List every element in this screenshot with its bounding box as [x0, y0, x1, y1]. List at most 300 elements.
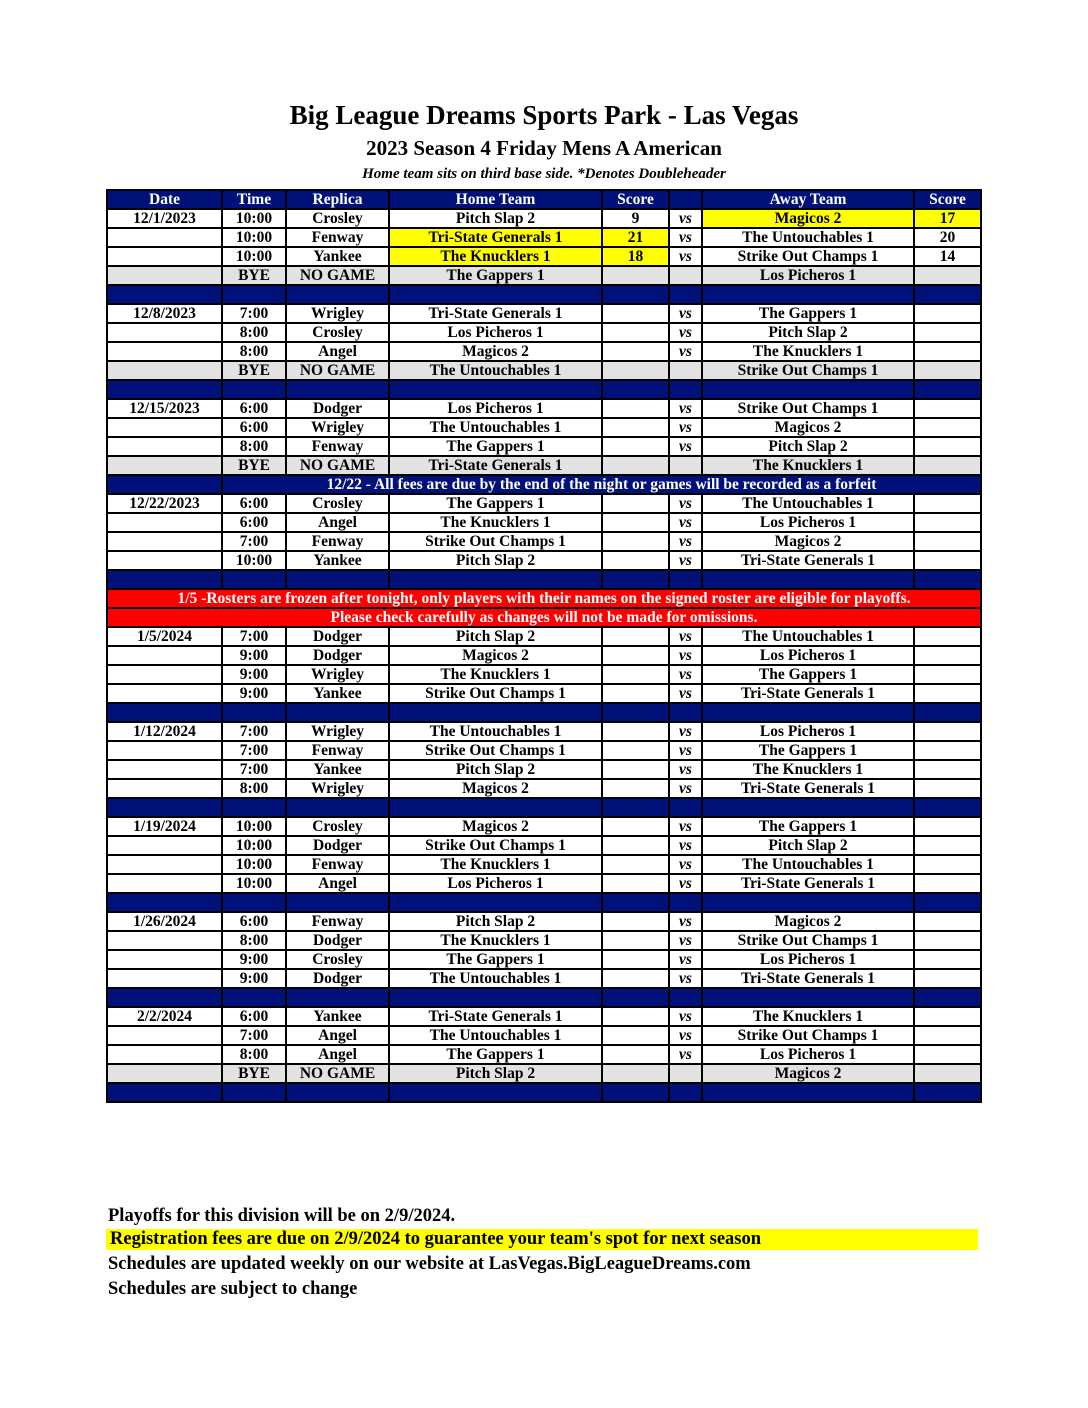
separator-cell	[602, 988, 669, 1007]
schedule-note: Home team sits on third base side. *Denotes Doubleheader	[362, 166, 726, 182]
vs-label: vs	[669, 418, 702, 437]
table-header-row	[107, 190, 981, 209]
time-cell: 10:00	[222, 228, 286, 247]
replica-field-cell: Angel	[286, 1026, 389, 1045]
home-team-cell: The Gappers 1	[389, 950, 602, 969]
replica-field-cell: Wrigley	[286, 722, 389, 741]
game-row	[107, 1007, 981, 1026]
separator-cell	[602, 285, 669, 304]
away-score-cell	[914, 551, 981, 570]
away-score-cell	[914, 722, 981, 741]
away-team-cell: Pitch Slap 2	[702, 836, 914, 855]
time-cell: 6:00	[222, 1007, 286, 1026]
home-score-cell	[602, 931, 669, 950]
time-cell: 9:00	[222, 684, 286, 703]
away-score-cell	[914, 437, 981, 456]
separator-cell	[286, 380, 389, 399]
date-cell	[107, 456, 222, 475]
separator-cell	[602, 893, 669, 912]
week-separator-row	[107, 988, 981, 1007]
vs-label: vs	[669, 1026, 702, 1045]
date-cell	[107, 836, 222, 855]
time-cell: 7:00	[222, 741, 286, 760]
vs-label: vs	[669, 684, 702, 703]
fee-notice-text: 12/22 - All fees are due by the end of the night or games will be recorded as a forfeit	[222, 475, 981, 494]
separator-cell	[702, 988, 914, 1007]
away-score-cell	[914, 1026, 981, 1045]
away-score-cell	[914, 741, 981, 760]
date-cell: 12/15/2023	[107, 399, 222, 418]
away-team-cell: Strike Out Champs 1	[702, 931, 914, 950]
away-team-cell: The Gappers 1	[702, 665, 914, 684]
time-cell: 7:00	[222, 722, 286, 741]
home-team-cell: Pitch Slap 2	[389, 551, 602, 570]
vs-label: vs	[669, 1045, 702, 1064]
home-score-cell	[602, 646, 669, 665]
game-row	[107, 874, 981, 893]
bye-row	[107, 361, 981, 380]
away-score-cell	[914, 874, 981, 893]
separator-cell	[669, 703, 702, 722]
date-cell: 12/8/2023	[107, 304, 222, 323]
registration-note: Registration fees are due on 2/9/2024 to guarantee your team's spot for next season	[106, 1229, 978, 1250]
time-cell: 8:00	[222, 779, 286, 798]
away-score-cell: 14	[914, 247, 981, 266]
vs-label: vs	[669, 931, 702, 950]
home-score-cell	[602, 760, 669, 779]
game-row	[107, 532, 981, 551]
away-team-cell: Los Picheros 1	[702, 722, 914, 741]
away-score-cell	[914, 304, 981, 323]
separator-cell	[222, 798, 286, 817]
home-score-cell	[602, 817, 669, 836]
schedule-table	[106, 189, 982, 1103]
away-score-cell	[914, 969, 981, 988]
separator-cell	[107, 475, 222, 494]
separator-cell	[669, 893, 702, 912]
separator-cell	[286, 798, 389, 817]
home-score-cell	[602, 969, 669, 988]
time-cell: 9:00	[222, 969, 286, 988]
page-title: Big League Dreams Sports Park - Las Vegas	[289, 100, 799, 130]
home-score-cell	[602, 950, 669, 969]
away-score-cell	[914, 779, 981, 798]
date-cell	[107, 247, 222, 266]
away-score-cell	[914, 855, 981, 874]
separator-cell	[702, 893, 914, 912]
vs-label: vs	[669, 665, 702, 684]
vs-label: vs	[669, 912, 702, 931]
no-game-label: NO GAME	[286, 361, 389, 380]
time-cell: 8:00	[222, 323, 286, 342]
week-separator-row	[107, 285, 981, 304]
replica-field-cell: Dodger	[286, 399, 389, 418]
separator-cell	[669, 798, 702, 817]
separator-cell	[286, 988, 389, 1007]
vs-label: vs	[669, 950, 702, 969]
home-team-cell: The Untouchables 1	[389, 418, 602, 437]
game-row	[107, 437, 981, 456]
replica-field-cell: Angel	[286, 513, 389, 532]
no-game-label: NO GAME	[286, 266, 389, 285]
separator-cell	[702, 1083, 914, 1102]
away-score-cell	[914, 532, 981, 551]
separator-cell	[107, 285, 222, 304]
separator-cell	[702, 703, 914, 722]
away-score-cell	[914, 684, 981, 703]
home-score-cell	[602, 627, 669, 646]
bye-row	[107, 456, 981, 475]
away-score-cell	[914, 399, 981, 418]
replica-field-cell: Yankee	[286, 760, 389, 779]
game-row	[107, 836, 981, 855]
roster-alert-text: 1/5 -Rosters are frozen after tonight, only players with their names on the signed roster are eligible for playoffs.	[107, 589, 981, 608]
separator-cell	[107, 893, 222, 912]
week-separator-row	[107, 703, 981, 722]
away-team-cell: Los Picheros 1	[702, 950, 914, 969]
replica-field-cell: Angel	[286, 874, 389, 893]
home-score-cell: 9	[602, 209, 669, 228]
separator-cell	[389, 380, 602, 399]
home-team-cell: The Knucklers 1	[389, 513, 602, 532]
home-score-cell	[602, 532, 669, 551]
replica-field-cell: Wrigley	[286, 418, 389, 437]
separator-cell	[107, 988, 222, 1007]
home-team-cell: The Knucklers 1	[389, 931, 602, 950]
replica-field-cell: Yankee	[286, 1007, 389, 1026]
home-team-cell: Tri-State Generals 1	[389, 304, 602, 323]
date-cell	[107, 323, 222, 342]
bye-label: BYE	[222, 361, 286, 380]
home-team-cell: The Gappers 1	[389, 1045, 602, 1064]
disclaimer-note: Schedules are subject to change	[108, 1279, 358, 1299]
separator-cell	[914, 570, 981, 589]
time-cell: 9:00	[222, 665, 286, 684]
vs-cell	[669, 1064, 702, 1083]
separator-cell	[222, 1083, 286, 1102]
separator-cell	[669, 380, 702, 399]
replica-field-cell: Yankee	[286, 247, 389, 266]
home-team-cell: Magicos 2	[389, 817, 602, 836]
col-replica-header: Replica	[286, 190, 389, 209]
col-home-score-header: Score	[602, 190, 669, 209]
vs-label: vs	[669, 209, 702, 228]
away-score-cell	[914, 1045, 981, 1064]
away-team-cell: The Knucklers 1	[702, 342, 914, 361]
vs-label: vs	[669, 304, 702, 323]
away-team-cell: Strike Out Champs 1	[702, 247, 914, 266]
home-score-cell	[602, 836, 669, 855]
separator-cell	[669, 988, 702, 1007]
date-cell: 12/1/2023	[107, 209, 222, 228]
home-score-cell: 18	[602, 247, 669, 266]
home-score-cell	[602, 1007, 669, 1026]
col-away-team-header: Away Team	[702, 190, 914, 209]
date-cell: 1/19/2024	[107, 817, 222, 836]
bye-team-b: Los Picheros 1	[702, 266, 914, 285]
away-team-cell: Magicos 2	[702, 418, 914, 437]
game-row	[107, 627, 981, 646]
date-cell	[107, 779, 222, 798]
home-team-cell: Strike Out Champs 1	[389, 532, 602, 551]
score-cell	[602, 1064, 669, 1083]
separator-cell	[914, 1083, 981, 1102]
bye-label: BYE	[222, 456, 286, 475]
separator-cell	[222, 703, 286, 722]
away-score-cell	[914, 1007, 981, 1026]
separator-cell	[286, 1083, 389, 1102]
separator-cell	[107, 570, 222, 589]
away-score-cell	[914, 931, 981, 950]
vs-label: vs	[669, 551, 702, 570]
home-team-cell: Strike Out Champs 1	[389, 741, 602, 760]
date-cell	[107, 1026, 222, 1045]
date-cell: 1/12/2024	[107, 722, 222, 741]
away-team-cell: The Untouchables 1	[702, 494, 914, 513]
away-score-cell: 20	[914, 228, 981, 247]
date-cell	[107, 418, 222, 437]
time-cell: 10:00	[222, 209, 286, 228]
replica-field-cell: Fenway	[286, 741, 389, 760]
vs-label: vs	[669, 228, 702, 247]
date-cell: 2/2/2024	[107, 1007, 222, 1026]
home-score-cell	[602, 1045, 669, 1064]
week-separator-row	[107, 798, 981, 817]
bye-team-a: Tri-State Generals 1	[389, 456, 602, 475]
away-team-cell: Los Picheros 1	[702, 646, 914, 665]
vs-label: vs	[669, 247, 702, 266]
separator-cell	[389, 570, 602, 589]
separator-cell	[602, 798, 669, 817]
home-score-cell	[602, 494, 669, 513]
vs-label: vs	[669, 627, 702, 646]
score-cell	[914, 361, 981, 380]
home-team-cell: The Knucklers 1	[389, 665, 602, 684]
col-home-team-header: Home Team	[389, 190, 602, 209]
home-team-cell: The Knucklers 1	[389, 855, 602, 874]
date-cell	[107, 665, 222, 684]
time-cell: 7:00	[222, 760, 286, 779]
date-cell	[107, 342, 222, 361]
separator-cell	[602, 1083, 669, 1102]
no-game-label: NO GAME	[286, 456, 389, 475]
date-cell	[107, 950, 222, 969]
date-cell	[107, 1064, 222, 1083]
vs-label: vs	[669, 817, 702, 836]
date-cell	[107, 931, 222, 950]
home-score-cell	[602, 855, 669, 874]
bye-team-a: The Untouchables 1	[389, 361, 602, 380]
vs-label: vs	[669, 532, 702, 551]
separator-cell	[389, 1083, 602, 1102]
home-score-cell: 21	[602, 228, 669, 247]
home-team-cell: Tri-State Generals 1	[389, 228, 602, 247]
page-subtitle: 2023 Season 4 Friday Mens A American	[366, 136, 722, 160]
time-cell: 7:00	[222, 1026, 286, 1045]
replica-field-cell: Fenway	[286, 532, 389, 551]
date-cell	[107, 760, 222, 779]
time-cell: 10:00	[222, 874, 286, 893]
home-score-cell	[602, 741, 669, 760]
roster-alert-text: Please check carefully as changes will not be made for omissions.	[107, 608, 981, 627]
replica-field-cell: Fenway	[286, 912, 389, 931]
date-cell: 1/5/2024	[107, 627, 222, 646]
separator-cell	[107, 703, 222, 722]
away-score-cell	[914, 760, 981, 779]
date-cell	[107, 228, 222, 247]
time-cell: 6:00	[222, 399, 286, 418]
vs-label: vs	[669, 874, 702, 893]
away-team-cell: Los Picheros 1	[702, 513, 914, 532]
vs-label: vs	[669, 836, 702, 855]
home-team-cell: Strike Out Champs 1	[389, 836, 602, 855]
home-team-cell: Magicos 2	[389, 646, 602, 665]
game-row	[107, 399, 981, 418]
separator-cell	[702, 380, 914, 399]
time-cell: 10:00	[222, 817, 286, 836]
away-team-cell: The Gappers 1	[702, 304, 914, 323]
separator-cell	[286, 703, 389, 722]
roster-alert-row	[107, 608, 981, 627]
game-row	[107, 418, 981, 437]
home-score-cell	[602, 551, 669, 570]
away-team-cell: Los Picheros 1	[702, 1045, 914, 1064]
home-team-cell: Los Picheros 1	[389, 399, 602, 418]
date-cell	[107, 513, 222, 532]
game-row	[107, 950, 981, 969]
game-row	[107, 342, 981, 361]
away-score-cell	[914, 418, 981, 437]
game-row	[107, 722, 981, 741]
home-score-cell	[602, 418, 669, 437]
away-score-cell	[914, 836, 981, 855]
vs-label: vs	[669, 760, 702, 779]
bye-label: BYE	[222, 1064, 286, 1083]
away-score-cell	[914, 323, 981, 342]
game-row	[107, 760, 981, 779]
date-cell	[107, 361, 222, 380]
date-cell	[107, 437, 222, 456]
game-row	[107, 684, 981, 703]
home-score-cell	[602, 684, 669, 703]
week-separator-row	[107, 570, 981, 589]
home-team-cell: Los Picheros 1	[389, 323, 602, 342]
away-score-cell	[914, 817, 981, 836]
separator-cell	[914, 988, 981, 1007]
away-score-cell	[914, 627, 981, 646]
away-team-cell: Magicos 2	[702, 912, 914, 931]
time-cell: 8:00	[222, 342, 286, 361]
away-team-cell: Pitch Slap 2	[702, 437, 914, 456]
home-team-cell: The Gappers 1	[389, 494, 602, 513]
home-team-cell: Pitch Slap 2	[389, 912, 602, 931]
separator-cell	[107, 380, 222, 399]
vs-label: vs	[669, 741, 702, 760]
col-away-score-header: Score	[914, 190, 981, 209]
home-score-cell	[602, 342, 669, 361]
replica-field-cell: Crosley	[286, 323, 389, 342]
game-row	[107, 247, 981, 266]
game-row	[107, 513, 981, 532]
vs-label: vs	[669, 437, 702, 456]
replica-field-cell: Dodger	[286, 627, 389, 646]
away-score-cell	[914, 513, 981, 532]
bye-row	[107, 266, 981, 285]
replica-field-cell: Crosley	[286, 494, 389, 513]
home-team-cell: Los Picheros 1	[389, 874, 602, 893]
vs-cell	[669, 361, 702, 380]
week-separator-row	[107, 893, 981, 912]
away-score-cell	[914, 665, 981, 684]
separator-cell	[222, 380, 286, 399]
replica-field-cell: Dodger	[286, 646, 389, 665]
away-score-cell	[914, 912, 981, 931]
time-cell: 8:00	[222, 931, 286, 950]
separator-cell	[222, 285, 286, 304]
game-row	[107, 1045, 981, 1064]
home-score-cell	[602, 912, 669, 931]
time-cell: 8:00	[222, 1045, 286, 1064]
time-cell: 10:00	[222, 247, 286, 266]
date-cell	[107, 855, 222, 874]
replica-field-cell: Wrigley	[286, 304, 389, 323]
away-team-cell: Strike Out Champs 1	[702, 399, 914, 418]
replica-field-cell: Angel	[286, 342, 389, 361]
home-score-cell	[602, 399, 669, 418]
home-team-cell: Pitch Slap 2	[389, 209, 602, 228]
separator-cell	[702, 570, 914, 589]
separator-cell	[702, 798, 914, 817]
separator-cell	[602, 380, 669, 399]
separator-cell	[669, 285, 702, 304]
time-cell: 8:00	[222, 437, 286, 456]
date-cell	[107, 874, 222, 893]
playoffs-note: Playoffs for this division will be on 2/9/2024.	[108, 1206, 456, 1226]
home-team-cell: Magicos 2	[389, 779, 602, 798]
bye-team-b: The Knucklers 1	[702, 456, 914, 475]
home-score-cell	[602, 665, 669, 684]
home-team-cell: The Knucklers 1	[389, 247, 602, 266]
game-row	[107, 1026, 981, 1045]
vs-label: vs	[669, 399, 702, 418]
home-score-cell	[602, 304, 669, 323]
separator-cell	[669, 570, 702, 589]
replica-field-cell: Dodger	[286, 931, 389, 950]
score-cell	[602, 266, 669, 285]
date-cell	[107, 1045, 222, 1064]
fee-notice-row	[107, 475, 981, 494]
bye-team-a: The Gappers 1	[389, 266, 602, 285]
time-cell: 7:00	[222, 627, 286, 646]
separator-cell	[602, 570, 669, 589]
schedule-body	[107, 209, 981, 1102]
away-score-cell: 17	[914, 209, 981, 228]
home-score-cell	[602, 437, 669, 456]
vs-label: vs	[669, 513, 702, 532]
score-cell	[914, 266, 981, 285]
home-score-cell	[602, 1026, 669, 1045]
vs-label: vs	[669, 722, 702, 741]
website-note: Schedules are updated weekly on our website at LasVegas.BigLeagueDreams.com	[108, 1254, 751, 1274]
date-cell: 1/26/2024	[107, 912, 222, 931]
game-row	[107, 209, 981, 228]
separator-cell	[286, 570, 389, 589]
home-team-cell: The Untouchables 1	[389, 969, 602, 988]
game-row	[107, 741, 981, 760]
separator-cell	[286, 893, 389, 912]
separator-cell	[389, 285, 602, 304]
time-cell: 6:00	[222, 494, 286, 513]
